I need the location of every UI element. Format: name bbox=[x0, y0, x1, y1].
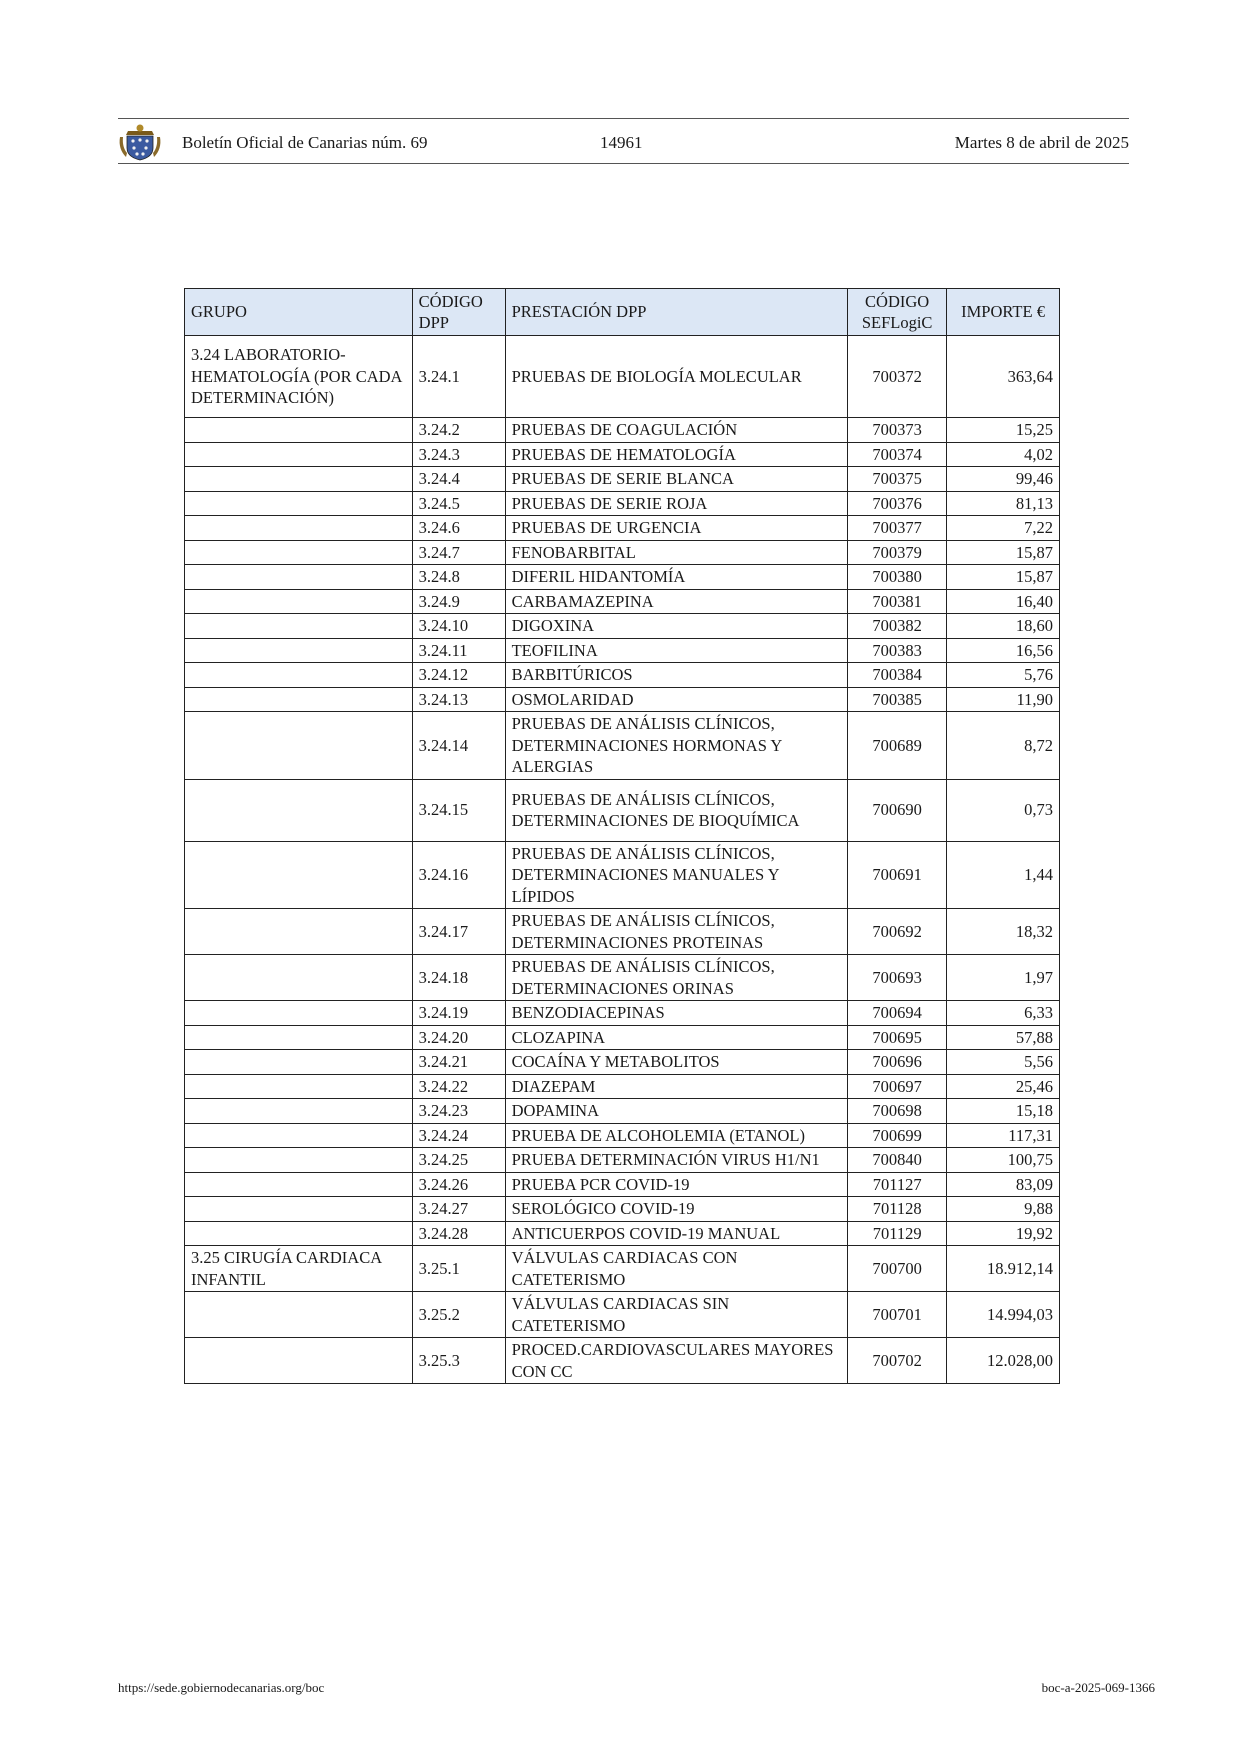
table-row bbox=[185, 1197, 1060, 1222]
cell-codigo-dpp: 3.24.5 bbox=[412, 491, 505, 516]
cell-codigo-sef: 700689 bbox=[848, 712, 947, 780]
cell-grupo bbox=[185, 712, 413, 780]
cell-importe: 15,87 bbox=[947, 565, 1060, 590]
cell-codigo-sef: 700381 bbox=[848, 589, 947, 614]
cell-codigo-sef: 700377 bbox=[848, 516, 947, 541]
cell-prestacion: CLOZAPINA bbox=[505, 1025, 848, 1050]
cell-prestacion: TEOFILINA bbox=[505, 638, 848, 663]
cell-importe: 363,64 bbox=[947, 336, 1060, 418]
table-row bbox=[185, 687, 1060, 712]
table-row bbox=[185, 712, 1060, 780]
cell-importe: 15,25 bbox=[947, 418, 1060, 443]
cell-prestacion: SEROLÓGICO COVID-19 bbox=[505, 1197, 848, 1222]
cell-grupo bbox=[185, 1001, 413, 1026]
cell-prestacion: PRUEBAS DE URGENCIA bbox=[505, 516, 848, 541]
cell-prestacion: PRUEBA DE ALCOHOLEMIA (ETANOL) bbox=[505, 1123, 848, 1148]
cell-codigo-sef: 700382 bbox=[848, 614, 947, 639]
cell-codigo-dpp: 3.25.1 bbox=[412, 1246, 505, 1292]
cell-codigo-sef: 700379 bbox=[848, 540, 947, 565]
cell-codigo-sef: 700376 bbox=[848, 491, 947, 516]
cell-codigo-sef: 700840 bbox=[848, 1148, 947, 1173]
cell-prestacion: BENZODIACEPINAS bbox=[505, 1001, 848, 1026]
cell-codigo-dpp: 3.24.2 bbox=[412, 418, 505, 443]
cell-codigo-dpp: 3.24.7 bbox=[412, 540, 505, 565]
page-header bbox=[118, 118, 1129, 164]
table-row bbox=[185, 1050, 1060, 1075]
cell-prestacion: ANTICUERPOS COVID-19 MANUAL bbox=[505, 1221, 848, 1246]
table-row bbox=[185, 1001, 1060, 1026]
cell-codigo-dpp: 3.24.6 bbox=[412, 516, 505, 541]
cell-codigo-dpp: 3.24.17 bbox=[412, 909, 505, 955]
cell-importe: 15,18 bbox=[947, 1099, 1060, 1124]
cell-codigo-dpp: 3.24.20 bbox=[412, 1025, 505, 1050]
table-row bbox=[185, 565, 1060, 590]
cell-grupo: 3.25 CIRUGÍA CARDIACA INFANTIL bbox=[185, 1246, 413, 1292]
cell-prestacion: DIFERIL HIDANTOMÍA bbox=[505, 565, 848, 590]
cell-prestacion: DOPAMINA bbox=[505, 1099, 848, 1124]
cell-prestacion: PRUEBAS DE ANÁLISIS CLÍNICOS, DETERMINACIONES MANUALES Y LÍPIDOS bbox=[505, 841, 848, 909]
cell-importe: 12.028,00 bbox=[947, 1338, 1060, 1384]
cell-codigo-dpp: 3.24.13 bbox=[412, 687, 505, 712]
cell-grupo bbox=[185, 1292, 413, 1338]
cell-prestacion: DIGOXINA bbox=[505, 614, 848, 639]
cell-prestacion: BARBITÚRICOS bbox=[505, 663, 848, 688]
table-row bbox=[185, 1338, 1060, 1384]
cell-prestacion: CARBAMAZEPINA bbox=[505, 589, 848, 614]
cell-grupo bbox=[185, 491, 413, 516]
cell-codigo-sef: 700700 bbox=[848, 1246, 947, 1292]
cell-grupo bbox=[185, 418, 413, 443]
table-row bbox=[185, 663, 1060, 688]
cell-codigo-dpp: 3.25.2 bbox=[412, 1292, 505, 1338]
table-row bbox=[185, 1074, 1060, 1099]
table-row bbox=[185, 1148, 1060, 1173]
cell-prestacion: PRUEBAS DE HEMATOLOGÍA bbox=[505, 442, 848, 467]
cell-codigo-dpp: 3.24.8 bbox=[412, 565, 505, 590]
cell-codigo-sef: 700692 bbox=[848, 909, 947, 955]
cell-grupo bbox=[185, 1074, 413, 1099]
table-row bbox=[185, 516, 1060, 541]
cell-codigo-sef: 700701 bbox=[848, 1292, 947, 1338]
cell-grupo bbox=[185, 779, 413, 841]
cell-codigo-dpp: 3.24.3 bbox=[412, 442, 505, 467]
cell-grupo bbox=[185, 1123, 413, 1148]
cell-codigo-sef: 700696 bbox=[848, 1050, 947, 1075]
cell-prestacion: FENOBARBITAL bbox=[505, 540, 848, 565]
cell-prestacion: OSMOLARIDAD bbox=[505, 687, 848, 712]
cell-codigo-dpp: 3.24.14 bbox=[412, 712, 505, 780]
cell-codigo-sef: 700695 bbox=[848, 1025, 947, 1050]
cell-grupo bbox=[185, 687, 413, 712]
cell-importe: 1,44 bbox=[947, 841, 1060, 909]
cell-grupo bbox=[185, 1148, 413, 1173]
cell-importe: 81,13 bbox=[947, 491, 1060, 516]
cell-codigo-sef: 700380 bbox=[848, 565, 947, 590]
table-row bbox=[185, 1292, 1060, 1338]
cell-codigo-dpp: 3.24.21 bbox=[412, 1050, 505, 1075]
cell-importe: 99,46 bbox=[947, 467, 1060, 492]
cell-codigo-sef: 700691 bbox=[848, 841, 947, 909]
cell-codigo-dpp: 3.24.10 bbox=[412, 614, 505, 639]
footer-url: https://sede.gobiernodecanarias.org/boc bbox=[118, 1680, 325, 1695]
cell-importe: 11,90 bbox=[947, 687, 1060, 712]
cell-importe: 5,56 bbox=[947, 1050, 1060, 1075]
cell-grupo bbox=[185, 1050, 413, 1075]
cell-codigo-sef: 701129 bbox=[848, 1221, 947, 1246]
cell-grupo bbox=[185, 565, 413, 590]
cell-codigo-sef: 701127 bbox=[848, 1172, 947, 1197]
cell-grupo bbox=[185, 909, 413, 955]
cell-grupo bbox=[185, 1099, 413, 1124]
cell-codigo-dpp: 3.24.9 bbox=[412, 589, 505, 614]
cell-prestacion: PRUEBA DETERMINACIÓN VIRUS H1/N1 bbox=[505, 1148, 848, 1173]
cell-prestacion: PRUEBAS DE COAGULACIÓN bbox=[505, 418, 848, 443]
col-header-codigo-sef: CÓDIGO SEFLogiC bbox=[848, 289, 947, 336]
cell-prestacion: VÁLVULAS CARDIACAS SIN CATETERISMO bbox=[505, 1292, 848, 1338]
cell-codigo-dpp: 3.24.24 bbox=[412, 1123, 505, 1148]
cell-importe: 0,73 bbox=[947, 779, 1060, 841]
cell-prestacion: DIAZEPAM bbox=[505, 1074, 848, 1099]
cell-grupo: 3.24 LABORATORIO-HEMATOLOGÍA (POR CADA DETERMINACIÓN) bbox=[185, 336, 413, 418]
cell-grupo bbox=[185, 955, 413, 1001]
cell-prestacion: PRUEBAS DE SERIE BLANCA bbox=[505, 467, 848, 492]
cell-importe: 8,72 bbox=[947, 712, 1060, 780]
table-row bbox=[185, 491, 1060, 516]
cell-codigo-dpp: 3.24.22 bbox=[412, 1074, 505, 1099]
cell-codigo-sef: 700372 bbox=[848, 336, 947, 418]
table-row bbox=[185, 1123, 1060, 1148]
page-number: 14961 bbox=[600, 133, 643, 152]
cell-importe: 7,22 bbox=[947, 516, 1060, 541]
col-header-importe: IMPORTE € bbox=[947, 289, 1060, 336]
cell-importe: 25,46 bbox=[947, 1074, 1060, 1099]
cell-importe: 14.994,03 bbox=[947, 1292, 1060, 1338]
cell-codigo-dpp: 3.24.23 bbox=[412, 1099, 505, 1124]
cell-importe: 83,09 bbox=[947, 1172, 1060, 1197]
cell-grupo bbox=[185, 1172, 413, 1197]
cell-codigo-sef: 700698 bbox=[848, 1099, 947, 1124]
cell-codigo-dpp: 3.25.3 bbox=[412, 1338, 505, 1384]
cell-grupo bbox=[185, 589, 413, 614]
col-header-grupo: GRUPO bbox=[185, 289, 413, 336]
table-row bbox=[185, 779, 1060, 841]
dpp-price-table bbox=[184, 288, 1060, 1384]
table-row bbox=[185, 1025, 1060, 1050]
cell-codigo-dpp: 3.24.4 bbox=[412, 467, 505, 492]
table-row bbox=[185, 638, 1060, 663]
cell-grupo bbox=[185, 1197, 413, 1222]
cell-prestacion: PRUEBAS DE SERIE ROJA bbox=[505, 491, 848, 516]
cell-grupo bbox=[185, 1221, 413, 1246]
cell-codigo-sef: 700375 bbox=[848, 467, 947, 492]
cell-codigo-sef: 700697 bbox=[848, 1074, 947, 1099]
cell-importe: 15,87 bbox=[947, 540, 1060, 565]
cell-grupo bbox=[185, 1025, 413, 1050]
cell-grupo bbox=[185, 540, 413, 565]
cell-codigo-dpp: 3.24.28 bbox=[412, 1221, 505, 1246]
cell-prestacion: PRUEBAS DE ANÁLISIS CLÍNICOS, DETERMINACIONES ORINAS bbox=[505, 955, 848, 1001]
cell-grupo bbox=[185, 614, 413, 639]
table-row bbox=[185, 467, 1060, 492]
cell-codigo-dpp: 3.24.27 bbox=[412, 1197, 505, 1222]
cell-importe: 18.912,14 bbox=[947, 1246, 1060, 1292]
cell-importe: 9,88 bbox=[947, 1197, 1060, 1222]
table-row bbox=[185, 589, 1060, 614]
cell-codigo-sef: 700383 bbox=[848, 638, 947, 663]
table-row bbox=[185, 1246, 1060, 1292]
cell-importe: 100,75 bbox=[947, 1148, 1060, 1173]
footer-doc-id: boc-a-2025-069-1366 bbox=[1041, 1680, 1155, 1695]
table-row bbox=[185, 955, 1060, 1001]
cell-codigo-sef: 700699 bbox=[848, 1123, 947, 1148]
cell-codigo-dpp: 3.24.19 bbox=[412, 1001, 505, 1026]
cell-codigo-sef: 700690 bbox=[848, 779, 947, 841]
publication-date: Martes 8 de abril de 2025 bbox=[954, 133, 1129, 152]
cell-prestacion: PRUEBAS DE ANÁLISIS CLÍNICOS, DETERMINACIONES PROTEINAS bbox=[505, 909, 848, 955]
table-row bbox=[185, 540, 1060, 565]
cell-codigo-dpp: 3.24.12 bbox=[412, 663, 505, 688]
cell-codigo-dpp: 3.24.18 bbox=[412, 955, 505, 1001]
cell-importe: 5,76 bbox=[947, 663, 1060, 688]
cell-codigo-sef: 700702 bbox=[848, 1338, 947, 1384]
cell-prestacion: VÁLVULAS CARDIACAS CON CATETERISMO bbox=[505, 1246, 848, 1292]
cell-importe: 18,32 bbox=[947, 909, 1060, 955]
cell-importe: 1,97 bbox=[947, 955, 1060, 1001]
table-row bbox=[185, 1172, 1060, 1197]
cell-codigo-dpp: 3.24.25 bbox=[412, 1148, 505, 1173]
cell-codigo-sef: 700693 bbox=[848, 955, 947, 1001]
cell-codigo-sef: 700384 bbox=[848, 663, 947, 688]
cell-codigo-dpp: 3.24.11 bbox=[412, 638, 505, 663]
table-row bbox=[185, 614, 1060, 639]
cell-importe: 16,40 bbox=[947, 589, 1060, 614]
cell-codigo-sef: 700373 bbox=[848, 418, 947, 443]
cell-grupo bbox=[185, 638, 413, 663]
cell-codigo-sef: 700385 bbox=[848, 687, 947, 712]
cell-prestacion: PRUEBA PCR COVID-19 bbox=[505, 1172, 848, 1197]
table-row bbox=[185, 1099, 1060, 1124]
cell-codigo-dpp: 3.24.15 bbox=[412, 779, 505, 841]
table-row bbox=[185, 909, 1060, 955]
cell-prestacion: PROCED.CARDIOVASCULARES MAYORES CON CC bbox=[505, 1338, 848, 1384]
cell-importe: 6,33 bbox=[947, 1001, 1060, 1026]
cell-importe: 117,31 bbox=[947, 1123, 1060, 1148]
cell-prestacion: COCAÍNA Y METABOLITOS bbox=[505, 1050, 848, 1075]
cell-grupo bbox=[185, 663, 413, 688]
canarias-coat-of-arms-icon bbox=[118, 123, 162, 161]
table-row bbox=[185, 1221, 1060, 1246]
cell-prestacion: PRUEBAS DE ANÁLISIS CLÍNICOS, DETERMINACIONES DE BIOQUÍMICA bbox=[505, 779, 848, 841]
table-row bbox=[185, 418, 1060, 443]
cell-codigo-dpp: 3.24.1 bbox=[412, 336, 505, 418]
cell-codigo-sef: 700374 bbox=[848, 442, 947, 467]
cell-grupo bbox=[185, 1338, 413, 1384]
col-header-prestacion: PRESTACIÓN DPP bbox=[505, 289, 848, 336]
cell-importe: 57,88 bbox=[947, 1025, 1060, 1050]
cell-importe: 18,60 bbox=[947, 614, 1060, 639]
cell-grupo bbox=[185, 467, 413, 492]
cell-prestacion: PRUEBAS DE ANÁLISIS CLÍNICOS, DETERMINACIONES HORMONAS Y ALERGIAS bbox=[505, 712, 848, 780]
cell-importe: 19,92 bbox=[947, 1221, 1060, 1246]
cell-importe: 4,02 bbox=[947, 442, 1060, 467]
cell-codigo-sef: 701128 bbox=[848, 1197, 947, 1222]
table-row bbox=[185, 442, 1060, 467]
cell-grupo bbox=[185, 841, 413, 909]
cell-codigo-dpp: 3.24.26 bbox=[412, 1172, 505, 1197]
cell-grupo bbox=[185, 516, 413, 541]
cell-prestacion: PRUEBAS DE BIOLOGÍA MOLECULAR bbox=[505, 336, 848, 418]
cell-codigo-sef: 700694 bbox=[848, 1001, 947, 1026]
table-row bbox=[185, 841, 1060, 909]
cell-importe: 16,56 bbox=[947, 638, 1060, 663]
cell-codigo-dpp: 3.24.16 bbox=[412, 841, 505, 909]
bulletin-title: Boletín Oficial de Canarias núm. 69 bbox=[182, 133, 428, 152]
cell-grupo bbox=[185, 442, 413, 467]
col-header-codigo-dpp: CÓDIGO DPP bbox=[412, 289, 505, 336]
table-header-row bbox=[185, 289, 1060, 336]
table-row bbox=[185, 336, 1060, 418]
